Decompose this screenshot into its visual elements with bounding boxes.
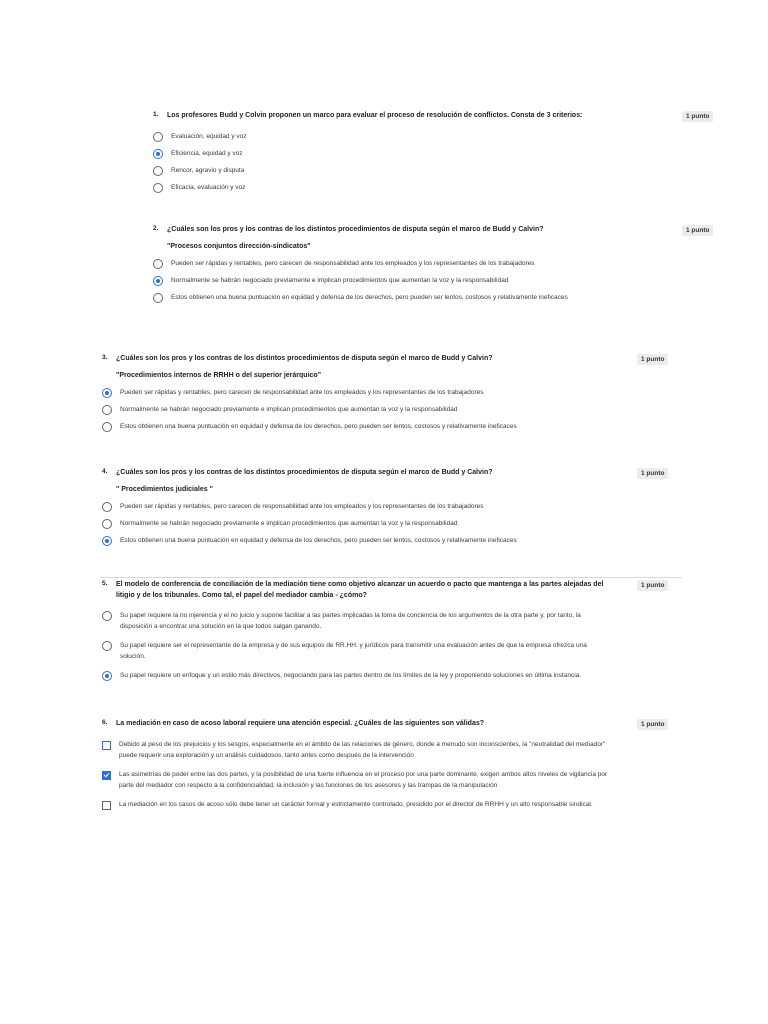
checkbox-checked[interactable] xyxy=(102,771,111,780)
option-label: Eficiencia, equidad y voz xyxy=(171,150,243,157)
points-badge: 1 punto xyxy=(682,111,713,122)
points-badge: 1 punto xyxy=(637,468,668,479)
option-1[interactable] xyxy=(102,739,612,761)
points-badge: 1 punto xyxy=(637,719,668,730)
radio-button[interactable] xyxy=(102,405,112,415)
option-1[interactable] xyxy=(102,501,627,512)
question-title: La mediación en caso de acoso laboral requiere una atención especial. ¿Cuáles de las siguientes son válidas? xyxy=(116,720,485,727)
points-badge: 1 punto xyxy=(682,225,713,236)
option-3[interactable] xyxy=(102,670,612,681)
options-list xyxy=(102,739,612,810)
option-label: La mediación en los casos de acoso sólo debe tener un carácter formal y estrictamente controlado, presidido por el director de RRHH y un alto responsable sindical. xyxy=(119,801,593,808)
option-2[interactable] xyxy=(102,518,627,529)
radio-button[interactable] xyxy=(153,166,163,176)
radio-button[interactable] xyxy=(102,519,112,529)
option-2[interactable] xyxy=(153,148,673,159)
radio-button[interactable] xyxy=(102,422,112,432)
option-label: Pueden ser rápidas y rentables, pero carecen de responsabilidad ante los empleados y los representantes de los trabajadores xyxy=(120,389,484,396)
option-label: Su papel requiere un enfoque y un estilo más directivos, negociando para las partes dentro de los límites de la ley y proponiendo soluciones en última instancia. xyxy=(120,672,582,679)
options-list xyxy=(102,387,627,432)
option-label: Normalmente se habrán negociado previamente e implican procedimientos que aumentan la voz y la responsabilidad xyxy=(120,406,458,413)
options-list xyxy=(102,501,627,546)
option-1[interactable] xyxy=(153,258,673,269)
question-subtitle: "Procedimientos internos de RRHH o del superior jerárquico" xyxy=(116,372,322,379)
checkbox[interactable] xyxy=(102,801,111,810)
radio-button-selected[interactable] xyxy=(102,671,112,681)
question-title: ¿Cuáles son los pros y los contras de los distintos procedimientos de disputa según el marco de Budd y Calvin? xyxy=(167,226,544,233)
options-list xyxy=(153,258,673,303)
option-label: Normalmente se habrán negociado previamente e implican procedimientos que aumentan la voz y la responsabilidad xyxy=(171,277,509,284)
option-1[interactable] xyxy=(153,131,673,142)
option-1[interactable] xyxy=(102,387,627,398)
checkbox[interactable] xyxy=(102,741,111,750)
option-3[interactable] xyxy=(102,535,627,546)
option-label: Evaluación, equidad y voz xyxy=(171,133,247,140)
option-label: Debido al peso de los prejuicios y los sesgos, especialmente en el ámbito de las relaciones de género, donde a menudo son inconscientes, la "neutralidad del mediador" puede requerir una exploración y un análisis cuidadosos, tanto antes como después de la intervención xyxy=(119,741,606,759)
radio-button[interactable] xyxy=(153,132,163,142)
radio-button[interactable] xyxy=(153,259,163,269)
radio-button[interactable] xyxy=(153,183,163,193)
options-list xyxy=(102,610,612,681)
option-2[interactable] xyxy=(153,275,673,286)
question-title: ¿Cuáles son los pros y los contras de los distintos procedimientos de disputa según el marco de Budd y Calvin? xyxy=(116,355,493,362)
radio-button[interactable] xyxy=(102,611,112,621)
option-4[interactable] xyxy=(153,182,673,193)
option-label: Rencor, agravio y disputa xyxy=(171,167,245,174)
question-6 xyxy=(102,718,612,816)
question-3 xyxy=(102,353,627,438)
question-number: 5. xyxy=(102,580,108,587)
radio-button-selected[interactable] xyxy=(153,276,163,286)
radio-button-selected[interactable] xyxy=(102,388,112,398)
radio-button-selected[interactable] xyxy=(153,149,163,159)
option-label: Pueden ser rápidas y rentables, pero carecen de responsabilidad ante los empleados y los representantes de los trabajadores xyxy=(120,503,484,510)
option-3[interactable] xyxy=(102,799,612,810)
radio-button-selected[interactable] xyxy=(102,536,112,546)
question-subtitle: " Procedimientos judiciales " xyxy=(116,486,213,493)
option-label: Su papel requiere la no injerencia y el no juicio y supone facilitar a las partes implicadas la toma de conciencia de los argumentos de la otra parte y, por tanto, la disposición a encontrar una solución en la que todos salgan ganando. xyxy=(120,612,581,630)
options-list xyxy=(153,131,673,193)
option-2[interactable] xyxy=(102,404,627,415)
option-3[interactable] xyxy=(102,421,627,432)
question-number: 6. xyxy=(102,719,108,726)
question-number: 1. xyxy=(153,111,159,118)
option-label: Estos obtienen una buena puntuación en equidad y defensa de los derechos, pero pueden ser lentos, costosos y relativamente ineficaces xyxy=(120,423,517,430)
points-badge: 1 punto xyxy=(637,580,668,591)
question-header xyxy=(102,467,627,478)
points-badge: 1 punto xyxy=(637,354,668,365)
option-label: Su papel requiere ser el representante de la empresa y de sus equipos de RR.HH. y jurídicos para transmitir una evaluación antes de que la empresa ofrezca una solución. xyxy=(120,642,587,660)
option-3[interactable] xyxy=(153,292,673,303)
option-2[interactable] xyxy=(102,769,612,791)
question-header xyxy=(102,718,612,729)
radio-button[interactable] xyxy=(102,641,112,651)
option-label: Las asimetrías de poder entre las dos partes, y la posibilidad de una fuerte influencia en el proceso por una parte dominante, exigen ambos altos niveles de vigilancia por parte del mediador con respecto a la confidencialidad, la inclusión y las funciones de los asesores y las trampas de la manipulación xyxy=(119,771,608,789)
option-label: Estos obtienen una buena puntuación en equidad y defensa de los derechos, pero pueden ser lentos, costosos y relativamente ineficaces xyxy=(171,294,568,301)
question-5 xyxy=(102,579,612,687)
question-number: 4. xyxy=(102,468,108,475)
question-header xyxy=(102,353,627,364)
question-4 xyxy=(102,467,627,552)
option-1[interactable] xyxy=(102,610,612,632)
question-header xyxy=(102,579,612,601)
option-2[interactable] xyxy=(102,640,612,662)
question-header xyxy=(153,110,673,121)
question-title: ¿Cuáles son los pros y los contras de los distintos procedimientos de disputa según el marco de Budd y Calvin? xyxy=(116,469,493,476)
section-divider xyxy=(100,577,682,578)
question-header xyxy=(153,224,673,235)
option-label: Pueden ser rápidas y rentables, pero carecen de responsabilidad ante los empleados y los representantes de los trabajadores xyxy=(171,260,535,267)
option-3[interactable] xyxy=(153,165,673,176)
option-label: Normalmente se habrán negociado previamente e implican procedimientos que aumentan la voz y la responsabilidad xyxy=(120,520,458,527)
question-2 xyxy=(153,224,673,309)
radio-button[interactable] xyxy=(102,502,112,512)
question-subtitle: "Procesos conjuntos dirección-sindicatos" xyxy=(167,243,311,250)
option-label: Eficacia, evaluación y voz xyxy=(171,184,246,191)
question-number: 3. xyxy=(102,354,108,361)
question-1 xyxy=(153,110,673,199)
question-title: El modelo de conferencia de conciliación de la mediación tiene como objetivo alcanzar un acuerdo o pacto que mantenga a las partes alejadas del litigio y de los tribunales. Como tal, el papel del mediador cambia - ¿cómo? xyxy=(116,581,604,599)
question-title: Los profesores Budd y Colvin proponen un marco para evaluar el proceso de resolución de conflictos. Consta de 3 criterios: xyxy=(167,112,583,119)
option-label: Estos obtienen una buena puntuación en equidad y defensa de los derechos, pero pueden ser lentos, costosos y relativamente ineficaces xyxy=(120,537,517,544)
radio-button[interactable] xyxy=(153,293,163,303)
question-number: 2. xyxy=(153,225,159,232)
